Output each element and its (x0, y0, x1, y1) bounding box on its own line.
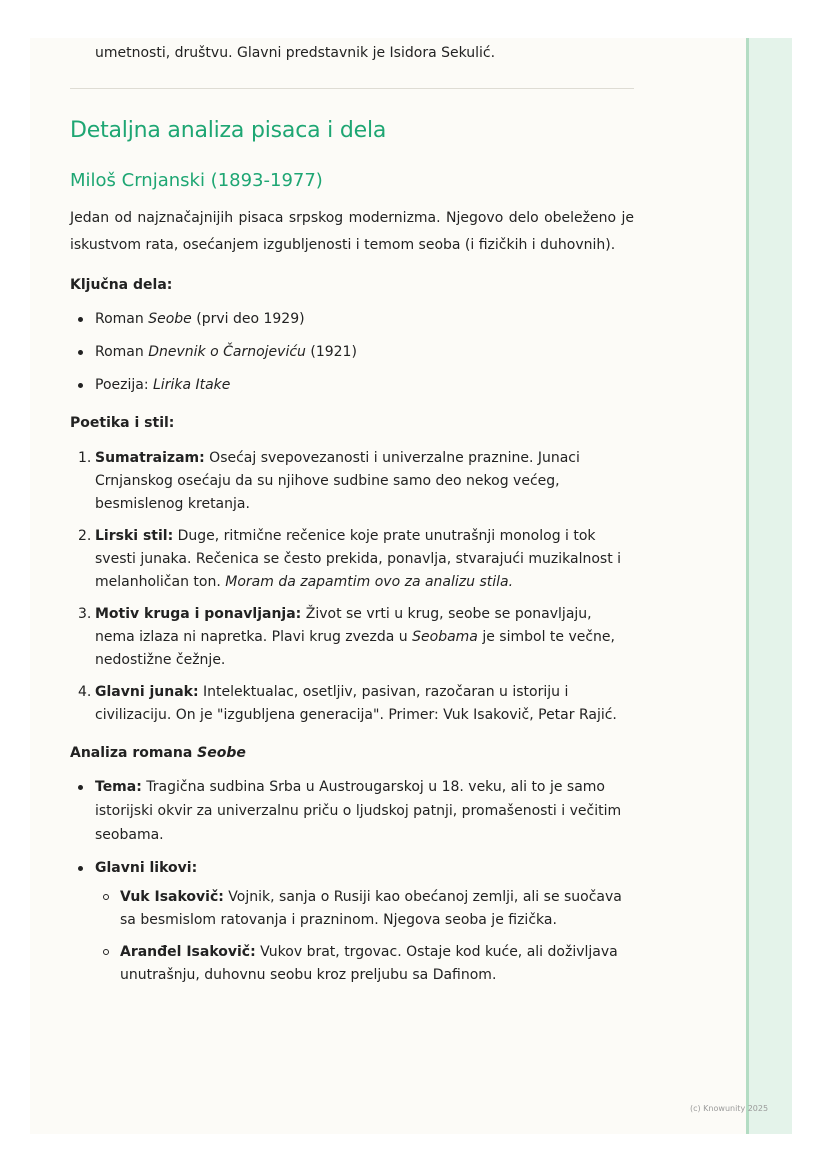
list-item: 2. Lirski stil: Duge, ritmične rečenice koje prate unutrašnji monolog i tok svesti junaka. Rečenica se često prekida, ponavlja, stvarajući muzikalnost i melanholičan ton. Moram da zapamtim ovo za analizu stila. (78, 528, 622, 590)
document-content (70, 40, 634, 996)
list-item: Poezija: Lirika Itake (70, 373, 634, 397)
key-works-list (70, 307, 634, 397)
section-divider (70, 88, 634, 89)
poetics-list (70, 447, 634, 727)
novel-analysis-label: Analiza romana Seobe (70, 745, 246, 761)
side-margin-stripe (746, 38, 792, 1134)
section-title: Detaljna analiza pisaca i dela (70, 118, 387, 143)
author-description: Jedan od najznačajnijih pisaca srpskog modernizma. Njegovo delo obeleženo je iskustvom rata, osećanjem izgubljenosti i temom seoba (i fizičkih i duhovnih). (70, 210, 634, 253)
poetics-label: Poetika i stil: (70, 415, 175, 431)
personal-note: Moram da zapamtim ovo za analizu stila. (225, 574, 514, 590)
list-item: Aranđel Isakovič: Vukov brat, trgovac. Ostaje kod kuće, ali doživljava unutrašnju, duhovnu seobu kroz preljubu sa Dafinom. (95, 941, 634, 987)
key-works-label: Ključna dela: (70, 277, 173, 293)
list-item: Glavni likovi: Vuk Isakovič: Vojnik, sanja o Rusiji kao obećanoj zemlji, ali se suočava sa besmislom ratovanja i prazninom. Njegova seoba je fizička. Aranđel Isakovič: Vukov brat, trgovac. Ostaje kod kuće, ali doživljava unutrašnju, duhovnu seobu kroz preljubu sa Dafinom. (70, 856, 634, 987)
characters-list (95, 886, 634, 987)
list-item: Tema: Tragična sudbina Srba u Austrougarskoj u 18. veku, ali to je samo istorijski okvir za univerzalnu priču o ljudskoj patnji, promašenosti i večitim seobama. (70, 775, 634, 847)
list-item: 1. Sumatraizam: Osećaj svepovezanosti i univerzalne praznine. Junaci Crnjanskog osećaju da su njihove sudbine samo deo nekog većeg, besmislenog kretanja. (78, 450, 580, 512)
list-item: 4. Glavni junak: Intelektualac, osetljiv, pasivan, razočaran u istoriju i civilizaciju. On je "izgubljena generacija". Primer: Vuk Isakovič, Petar Rajić. (78, 684, 617, 723)
novel-analysis-list (70, 775, 634, 987)
list-item: 3. Motiv kruga i ponavljanja: Život se vrti u krug, seobe se ponavljaju, nema izlaza ni napretka. Plavi krug zvezda u Seobama je simbol te večne, nedostižne čežnje. (78, 606, 615, 668)
intro-paragraph-tail: umetnosti, društvu. Glavni predstavnik je Isidora Sekulić. (95, 45, 496, 61)
list-item: Roman Seobe (prvi deo 1929) (70, 307, 634, 331)
copyright-footer: (c) Knowunity 2025 (690, 1104, 769, 1113)
list-item: Roman Dnevnik o Čarnojeviću (1921) (70, 340, 634, 364)
list-item: Vuk Isakovič: Vojnik, sanja o Rusiji kao obećanoj zemlji, ali se suočava sa besmislom ratovanja i prazninom. Njegova seoba je fizička. (95, 886, 634, 932)
author-heading: Miloš Crnjanski (1893-1977) (70, 170, 323, 191)
side-margin-line (746, 38, 749, 1134)
